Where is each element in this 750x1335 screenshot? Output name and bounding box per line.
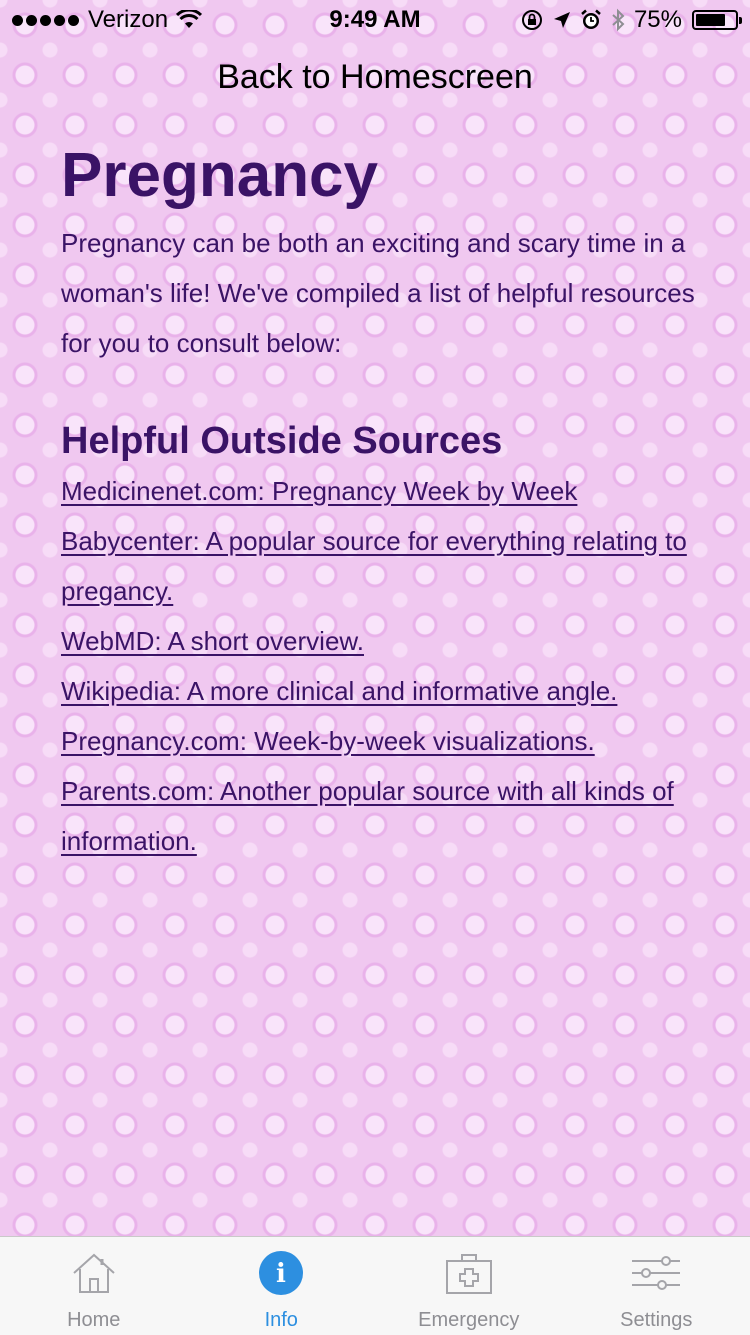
link-parents-com[interactable]: Parents.com: Another popular source with all kinds of information. (61, 766, 701, 866)
link-medicinenet[interactable]: Medicinenet.com: Pregnancy Week by Week (61, 466, 701, 516)
battery-icon (692, 10, 738, 30)
battery-percent: 75% (634, 6, 682, 34)
orientation-lock-icon (520, 8, 544, 32)
tab-settings-label: Settings (563, 1309, 750, 1332)
battery-level-fill (696, 14, 725, 26)
link-babycenter[interactable]: Babycenter: A popular source for everything relating to pregancy. (61, 516, 701, 616)
link-pregnancy-com[interactable]: Pregnancy.com: Week-by-week visualizations. (61, 716, 701, 766)
sliders-icon (632, 1251, 680, 1295)
link-wikipedia[interactable]: Wikipedia: A more clinical and informative angle. (61, 666, 701, 716)
tab-emergency-label: Emergency (375, 1309, 563, 1332)
intro-text: Pregnancy can be both an exciting and scary time in a woman's life! We've compiled a list of helpful resources for you to consult below: (61, 218, 701, 368)
main-content (61, 140, 701, 866)
tab-info[interactable] (188, 1237, 376, 1335)
info-icon (257, 1251, 305, 1295)
status-right (520, 6, 738, 34)
link-webmd[interactable]: WebMD: A short overview. (61, 616, 701, 666)
page-title: Pregnancy (61, 140, 701, 212)
first-aid-kit-icon (445, 1251, 493, 1295)
alarm-icon (580, 9, 602, 31)
tab-info-label: Info (188, 1309, 376, 1332)
section-heading: Helpful Outside Sources (61, 416, 701, 466)
tab-emergency[interactable] (375, 1237, 563, 1335)
location-arrow-icon (552, 10, 572, 30)
resource-links (61, 466, 701, 866)
tab-home-label: Home (0, 1309, 188, 1332)
status-bar (0, 0, 750, 40)
back-to-homescreen-button[interactable]: Back to Homescreen (0, 58, 750, 97)
tab-home[interactable] (0, 1237, 188, 1335)
tab-bar (0, 1236, 750, 1335)
carrier-name: Verizon (88, 6, 168, 34)
status-time: 9:49 AM (0, 6, 750, 34)
bluetooth-icon (610, 8, 626, 32)
house-icon (70, 1251, 118, 1295)
svg-text:i: i (276, 1259, 286, 1289)
tab-settings[interactable] (563, 1237, 750, 1335)
